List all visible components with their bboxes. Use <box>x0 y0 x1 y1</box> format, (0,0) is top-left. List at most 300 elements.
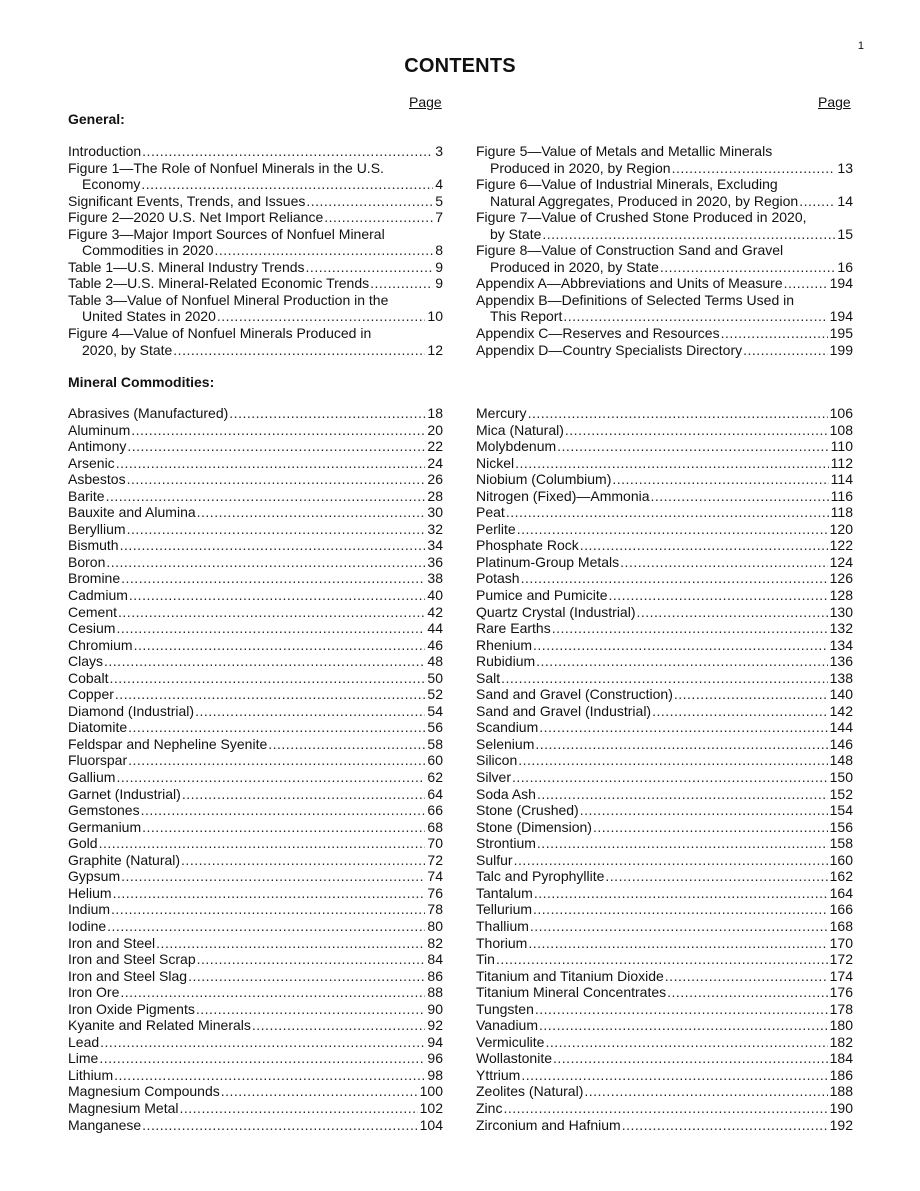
toc-entry[interactable] <box>476 504 853 521</box>
dot-leader <box>536 786 828 803</box>
toc-entry[interactable] <box>68 570 443 587</box>
toc-entry-page: 194 <box>829 275 853 292</box>
toc-entry[interactable] <box>476 438 853 455</box>
dot-leader <box>551 620 828 637</box>
toc-entry-label: Potash <box>476 570 520 587</box>
toc-entry[interactable] <box>476 1100 853 1117</box>
toc-entry-page: 24 <box>427 454 443 471</box>
toc-entry-page: 68 <box>427 818 443 835</box>
toc-entry-label: Introduction <box>68 143 142 159</box>
toc-entry-label: Antimony <box>68 438 127 455</box>
toc-entry[interactable] <box>476 653 853 670</box>
toc-entry-page: 98 <box>427 1066 443 1083</box>
toc-entry[interactable] <box>68 786 443 803</box>
dot-leader <box>108 670 425 687</box>
toc-entry-line: Figure 5—Value of Metals and Metallic Minerals <box>476 143 773 159</box>
dot-leader <box>604 868 827 885</box>
dot-leader <box>172 342 425 359</box>
dot-leader <box>99 1034 425 1051</box>
dot-leader <box>181 786 426 803</box>
toc-entry-page: 14 <box>837 192 853 209</box>
toc-entry[interactable] <box>476 835 853 852</box>
toc-entry-label: 2020, by State <box>82 341 173 358</box>
dot-leader <box>115 620 425 637</box>
toc-entry[interactable] <box>68 1100 443 1117</box>
toc-entry-label: Bismuth <box>68 537 119 554</box>
toc-entry-page: 110 <box>830 438 853 455</box>
toc-entry[interactable] <box>476 275 853 292</box>
toc-entry-page: 46 <box>427 636 443 653</box>
toc-entry-label: Significant Events, Trends, and Issues <box>68 192 306 209</box>
toc-entry[interactable] <box>476 405 853 422</box>
toc-entry-label: Lead <box>68 1033 100 1050</box>
toc-entry-page: 178 <box>829 1000 853 1017</box>
toc-entry[interactable] <box>476 160 853 177</box>
toc-entry[interactable] <box>476 1083 853 1100</box>
dot-leader <box>495 951 828 968</box>
toc-entry-line: Figure 4—Value of Nonfuel Minerals Produced in <box>68 325 372 342</box>
toc-entry-page: 8 <box>435 242 443 259</box>
dot-leader <box>583 1083 827 1100</box>
toc-entry[interactable] <box>68 209 443 226</box>
toc-entry-page: 58 <box>427 735 443 752</box>
toc-entry[interactable] <box>68 455 443 472</box>
toc-entry[interactable] <box>476 1001 853 1018</box>
toc-entry-line: Figure 3—Major Import Sources of Nonfuel Mineral <box>68 225 385 242</box>
toc-entry-label: Nickel <box>476 454 515 471</box>
dot-leader <box>544 1034 827 1051</box>
dot-leader <box>536 835 828 852</box>
toc-entry-page: 36 <box>427 553 443 570</box>
toc-entry[interactable] <box>68 802 443 819</box>
toc-entry-label: Rubidium <box>476 653 536 670</box>
toc-entry[interactable] <box>68 537 443 554</box>
toc-entry-label: Bauxite and Alumina <box>68 504 196 521</box>
toc-entry-label: Talc and Pyrophyllite <box>476 868 605 885</box>
dot-leader <box>120 868 425 885</box>
toc-entry[interactable] <box>476 620 853 637</box>
dot-leader <box>216 308 426 325</box>
toc-entry-label: Phosphate Rock <box>476 537 579 554</box>
toc-entry-page: 82 <box>427 934 443 951</box>
toc-entry-label: Diamond (Industrial) <box>68 702 195 719</box>
toc-entry-page: 90 <box>427 1000 443 1017</box>
toc-entry-label: Bromine <box>68 570 121 587</box>
toc-entry-label: Appendix D—Country Specialists Directory <box>476 341 743 358</box>
toc-entry-page: 172 <box>829 951 853 968</box>
toc-entry[interactable] <box>68 1050 443 1067</box>
toc-entry-page: 158 <box>829 835 853 852</box>
toc-entry[interactable] <box>68 471 443 488</box>
toc-entry-page: 184 <box>829 1050 853 1067</box>
toc-entry[interactable] <box>68 193 443 210</box>
toc-entry[interactable] <box>68 422 443 439</box>
toc-entry-label: Zinc <box>476 1099 503 1116</box>
dot-leader <box>187 968 425 985</box>
toc-entry[interactable] <box>476 422 853 439</box>
toc-entry-label: Thorium <box>476 934 528 951</box>
toc-entry[interactable] <box>68 604 443 621</box>
toc-entry[interactable] <box>68 885 443 902</box>
dot-leader <box>514 455 829 472</box>
dot-leader <box>214 242 434 259</box>
toc-entry[interactable] <box>476 901 853 918</box>
dot-leader <box>513 852 828 869</box>
toc-entry-page: 112 <box>830 454 853 471</box>
toc-entry[interactable] <box>476 570 853 587</box>
toc-entry[interactable] <box>68 984 443 1001</box>
toc-entry[interactable] <box>476 604 853 621</box>
dot-leader <box>534 736 827 753</box>
toc-entry[interactable] <box>476 342 853 359</box>
dot-leader <box>196 951 426 968</box>
toc-entry-page: 156 <box>829 818 853 835</box>
dot-leader <box>532 637 828 654</box>
toc-entry-page: 74 <box>427 868 443 885</box>
dot-leader <box>369 275 433 292</box>
toc-entry-page: 78 <box>427 901 443 918</box>
toc-entry[interactable] <box>476 686 853 703</box>
toc-entry-page: 18 <box>427 405 443 421</box>
dot-leader <box>592 819 828 836</box>
toc-entry[interactable] <box>68 275 443 292</box>
toc-entry-label: Scandium <box>476 719 539 736</box>
toc-entry-page: 118 <box>830 504 853 521</box>
toc-entry[interactable] <box>68 259 443 276</box>
toc-entry[interactable] <box>476 968 853 985</box>
page-number: 1 <box>857 40 864 52</box>
toc-entry[interactable] <box>476 226 853 243</box>
toc-entry-label: Stone (Crushed) <box>476 802 579 819</box>
toc-entry[interactable] <box>476 984 853 1001</box>
toc-entry-label: Mercury <box>476 405 527 421</box>
toc-entry[interactable] <box>476 868 853 885</box>
toc-entry[interactable] <box>68 835 443 852</box>
toc-entry-page: 190 <box>829 1099 853 1116</box>
toc-entry[interactable] <box>476 719 853 736</box>
dot-leader <box>114 686 426 703</box>
toc-entry[interactable] <box>68 554 443 571</box>
toc-entry[interactable] <box>476 951 853 968</box>
toc-entry[interactable] <box>476 308 853 325</box>
toc-entry-page: 132 <box>829 620 853 637</box>
toc-entry-page: 40 <box>427 587 443 604</box>
toc-entry[interactable] <box>476 703 853 720</box>
toc-entry[interactable] <box>476 819 853 836</box>
dot-leader <box>538 1017 828 1034</box>
dot-leader <box>119 984 425 1001</box>
toc-entry-label: Platinum-Group Metals <box>476 553 620 570</box>
toc-entry[interactable] <box>68 719 443 736</box>
toc-entry[interactable] <box>476 455 853 472</box>
dot-leader <box>251 1017 426 1034</box>
toc-entry-page: 15 <box>837 225 853 242</box>
toc-entry[interactable] <box>68 769 443 786</box>
toc-entry[interactable] <box>476 769 853 786</box>
toc-entry-label: Cadmium <box>68 587 128 604</box>
toc-entry[interactable] <box>68 901 443 918</box>
toc-entry[interactable] <box>476 1050 853 1067</box>
toc-entry[interactable] <box>68 405 443 422</box>
toc-entry-label: Garnet (Industrial) <box>68 785 181 802</box>
toc-entry-page: 4 <box>435 176 443 193</box>
toc-entry-label: Titanium Mineral Concentrates <box>476 984 667 1001</box>
toc-entry[interactable] <box>68 620 443 637</box>
toc-entry-page: 30 <box>427 504 443 521</box>
toc-entry-page: 170 <box>829 934 853 951</box>
toc-entry[interactable] <box>68 951 443 968</box>
toc-entry-label: Magnesium Compounds <box>68 1083 220 1100</box>
toc-entry-label: by State <box>490 225 542 242</box>
toc-entry-label: Rare Earths <box>476 620 551 637</box>
toc-entry-label: Table 2—U.S. Mineral-Related Economic Trends <box>68 275 370 292</box>
toc-entry-label: Perlite <box>476 520 516 537</box>
toc-entry[interactable] <box>68 176 443 193</box>
dot-leader <box>535 653 828 670</box>
toc-entry[interactable] <box>476 885 853 902</box>
toc-entry[interactable] <box>68 1017 443 1034</box>
commodities-left-column <box>68 405 443 1133</box>
toc-entry[interactable] <box>476 537 853 554</box>
toc-entry[interactable] <box>68 521 443 538</box>
toc-entry-label: Natural Aggregates, Produced in 2020, by Region <box>490 192 799 209</box>
toc-entry[interactable] <box>68 587 443 604</box>
dot-leader <box>155 935 425 952</box>
toc-entry-page: 108 <box>829 421 853 438</box>
toc-entry-line: Appendix B—Definitions of Selected Terms Used in <box>476 291 795 308</box>
toc-entry-line: Figure 8—Value of Construction Sand and Gravel <box>476 242 784 259</box>
toc-entry[interactable] <box>68 653 443 670</box>
toc-entry[interactable] <box>476 786 853 803</box>
toc-entry[interactable] <box>68 1067 443 1084</box>
toc-entry-page: 20 <box>427 421 443 438</box>
toc-entry[interactable] <box>68 670 443 687</box>
toc-entry[interactable] <box>68 1083 443 1100</box>
dot-leader <box>500 670 828 687</box>
dot-leader <box>133 637 426 654</box>
toc-entry[interactable] <box>476 736 853 753</box>
toc-entry[interactable] <box>476 918 853 935</box>
dot-leader <box>611 471 828 488</box>
dot-leader <box>141 819 425 836</box>
dot-leader <box>516 521 828 538</box>
dot-leader <box>127 719 425 736</box>
dot-leader <box>195 1001 426 1018</box>
dot-leader <box>720 325 828 342</box>
toc-entry[interactable] <box>68 819 443 836</box>
toc-entry[interactable] <box>68 968 443 985</box>
toc-entry[interactable] <box>68 488 443 505</box>
dot-leader <box>562 308 827 325</box>
toc-entry-label: Barite <box>68 487 105 504</box>
toc-entry-label: Abrasives (Manufactured) <box>68 405 229 421</box>
toc-entry-label: Produced in 2020, by Region <box>490 159 671 176</box>
toc-entry-page: 138 <box>829 669 853 686</box>
toc-entry-label: Iron Oxide Pigments <box>68 1000 195 1017</box>
toc-entry[interactable] <box>68 703 443 720</box>
toc-entry-label: Titanium and Titanium Dioxide <box>476 967 664 984</box>
toc-entry-page: 152 <box>829 785 853 802</box>
toc-entry[interactable] <box>68 686 443 703</box>
commodities-heading: Mineral Commodities: <box>68 374 215 390</box>
toc-entry[interactable] <box>476 1067 853 1084</box>
dot-leader <box>220 1083 418 1100</box>
toc-entry-page: 116 <box>830 487 853 504</box>
toc-entry-page: 12 <box>427 341 443 358</box>
toc-entry-page: 26 <box>427 471 443 488</box>
toc-entry[interactable] <box>68 935 443 952</box>
toc-entry-label: Gold <box>68 835 98 852</box>
toc-entry[interactable] <box>68 1117 443 1134</box>
toc-entry[interactable] <box>476 325 853 342</box>
toc-entry-label: Soda Ash <box>476 785 536 802</box>
dot-leader <box>130 422 425 439</box>
toc-entry[interactable] <box>68 736 443 753</box>
dot-leader <box>117 604 425 621</box>
toc-entry-label: Table 1—U.S. Mineral Industry Trends <box>68 258 305 275</box>
toc-entry-page: 186 <box>829 1066 853 1083</box>
dot-leader <box>608 587 828 604</box>
dot-leader <box>556 438 829 455</box>
toc-entry-line: Table 3—Value of Nonfuel Mineral Production in the <box>68 291 389 308</box>
dot-leader <box>650 488 829 505</box>
toc-entry-label: Zirconium and Hafnium <box>476 1116 621 1133</box>
toc-entry-label: Tungsten <box>476 1000 534 1017</box>
toc-entry-page: 52 <box>427 686 443 703</box>
toc-entry[interactable] <box>68 438 443 455</box>
toc-entry-page: 86 <box>427 967 443 984</box>
toc-entry[interactable] <box>476 752 853 769</box>
dot-leader <box>520 570 828 587</box>
toc-entry-label: Cobalt <box>68 669 109 686</box>
toc-entry-page: 62 <box>427 769 443 786</box>
dot-leader <box>105 554 425 571</box>
toc-entry[interactable] <box>476 488 853 505</box>
toc-entry-label: Appendix C—Reserves and Resources <box>476 325 720 342</box>
toc-entry-page: 76 <box>427 884 443 901</box>
toc-entry-label: Mica (Natural) <box>476 421 564 438</box>
toc-entry[interactable] <box>476 1017 853 1034</box>
commodities-right-column <box>476 405 853 1133</box>
toc-entry[interactable] <box>68 143 443 160</box>
dot-leader <box>659 259 836 276</box>
toc-entry-label: Tantalum <box>476 884 533 901</box>
dot-leader <box>532 901 828 918</box>
toc-entry[interactable] <box>476 259 853 276</box>
toc-entry[interactable] <box>476 670 853 687</box>
toc-entry-page: 64 <box>427 785 443 802</box>
toc-entry[interactable] <box>68 752 443 769</box>
toc-entry[interactable] <box>68 868 443 885</box>
dot-leader <box>105 488 426 505</box>
toc-entry-page: 44 <box>427 620 443 637</box>
general-right-column <box>476 143 853 358</box>
toc-entry-label: Nitrogen (Fixed)—Ammonia <box>476 487 650 504</box>
toc-entry-page: 38 <box>427 570 443 587</box>
toc-entry-label: Appendix A—Abbreviations and Units of Measure <box>476 275 783 292</box>
dot-leader <box>140 802 426 819</box>
toc-entry[interactable] <box>68 242 443 259</box>
toc-entry[interactable] <box>476 1034 853 1051</box>
toc-entry-label: Copper <box>68 686 114 703</box>
toc-entry[interactable] <box>476 852 853 869</box>
toc-entry-page: 32 <box>427 520 443 537</box>
toc-entry-label: United States in 2020 <box>82 308 216 325</box>
dot-leader <box>564 422 828 439</box>
toc-entry-label: Graphite (Natural) <box>68 851 181 868</box>
toc-entry-page: 5 <box>435 192 443 209</box>
toc-entry[interactable] <box>476 587 853 604</box>
toc-entry-page: 54 <box>427 702 443 719</box>
toc-entry-page: 48 <box>427 653 443 670</box>
toc-entry-page: 174 <box>829 967 853 984</box>
toc-entry-page: 72 <box>427 851 443 868</box>
toc-entry-page: 34 <box>427 537 443 554</box>
toc-entry[interactable] <box>68 504 443 521</box>
toc-entry-label: Aluminum <box>68 421 131 438</box>
toc-entry-page: 60 <box>427 752 443 769</box>
dot-leader <box>305 193 433 210</box>
toc-entry[interactable] <box>476 471 853 488</box>
toc-entry-label: Iron and Steel Slag <box>68 967 188 984</box>
toc-entry[interactable] <box>476 193 853 210</box>
toc-entry[interactable] <box>68 308 443 325</box>
toc-entry-label: Feldspar and Nepheline Syenite <box>68 735 268 752</box>
toc-entry[interactable] <box>68 1001 443 1018</box>
toc-entry[interactable] <box>476 554 853 571</box>
toc-entry[interactable] <box>476 1117 853 1134</box>
toc-entry-label: Yttrium <box>476 1066 521 1083</box>
dot-leader <box>538 719 827 736</box>
toc-entry[interactable] <box>68 637 443 654</box>
toc-entry[interactable] <box>68 1034 443 1051</box>
toc-entry-label: Cement <box>68 603 118 620</box>
toc-entry-page: 182 <box>829 1033 853 1050</box>
toc-entry[interactable] <box>476 521 853 538</box>
toc-entry[interactable] <box>476 802 853 819</box>
dot-leader <box>798 193 835 210</box>
toc-entry[interactable] <box>68 852 443 869</box>
dot-leader <box>98 1050 425 1067</box>
toc-entry-label: Iron and Steel <box>68 934 156 951</box>
dot-leader <box>194 703 425 720</box>
toc-entry-label: This Report <box>490 308 563 325</box>
toc-entry-page: 136 <box>829 653 853 670</box>
toc-entry-label: Tellurium <box>476 901 533 918</box>
toc-entry-page: 84 <box>427 951 443 968</box>
toc-entry-label: Arsenic <box>68 454 115 471</box>
toc-entry[interactable] <box>68 342 443 359</box>
toc-entry-label: Quartz Crystal (Industrial) <box>476 603 636 620</box>
toc-entry-label: Commodities in 2020 <box>82 242 214 259</box>
toc-entry-label: Rhenium <box>476 636 533 653</box>
toc-entry-label: Cesium <box>68 620 116 637</box>
toc-entry-page: 168 <box>829 917 853 934</box>
dot-leader <box>502 1100 827 1117</box>
toc-entry-label: Iron and Steel Scrap <box>68 951 196 968</box>
toc-entry-label: Sand and Gravel (Construction) <box>476 686 673 703</box>
dot-leader <box>98 835 426 852</box>
toc-entry[interactable] <box>476 637 853 654</box>
toc-entry[interactable] <box>476 935 853 952</box>
toc-entry[interactable] <box>68 918 443 935</box>
dot-leader <box>120 570 425 587</box>
toc-entry-label: Diatomite <box>68 719 128 736</box>
toc-entry-label: Manganese <box>68 1116 142 1133</box>
toc-entry-label: Fluorspar <box>68 752 128 769</box>
toc-entry-page: 106 <box>829 405 853 421</box>
toc-entry-label: Gypsum <box>68 868 121 885</box>
